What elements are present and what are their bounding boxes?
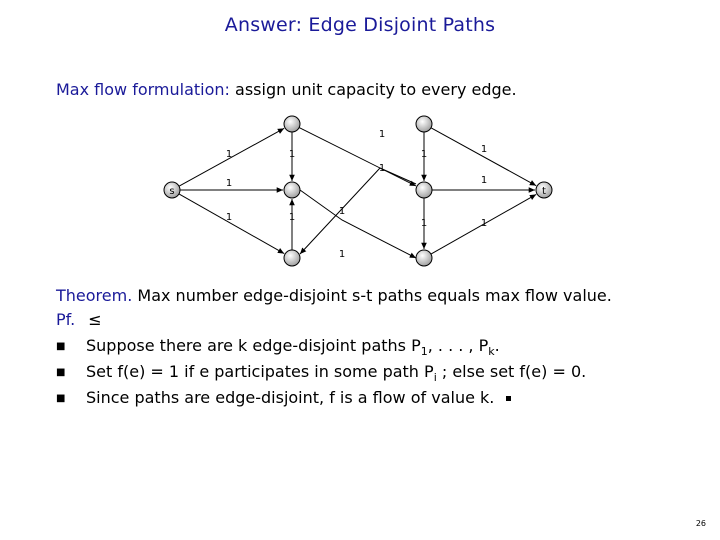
edge-u2-v3 [300,190,416,258]
bullet-icon: ■ [56,341,66,352]
page-number: 26 [695,519,706,528]
capacity-label-lower: 1 [338,249,346,260]
theorem-text: Max number edge-disjoint s-t paths equals max flow value. [137,286,612,305]
proof-step-1 [56,336,500,358]
capacity-label-u3-u2: 1 [288,212,296,223]
capacity-label-u2-v3: 1 [338,206,346,217]
capacity-label-u1-v2: 1 [378,129,386,140]
capacity-label-u1-u2: 1 [288,149,296,160]
node-label-s: s [169,186,175,197]
capacity-label-s-u2: 1 [225,178,233,189]
capacity-label-v3-t: 1 [480,218,488,229]
step1-text-b: , . . . , P [427,336,489,355]
node-u3 [284,250,300,266]
step1-sub-k: k [488,345,495,359]
pf-line [56,310,102,329]
pf-label: Pf. [56,310,76,329]
intro-lead: Max flow formulation: [56,80,230,99]
proof-step-3 [56,388,511,407]
capacity-label-v2-v3: 1 [420,218,428,229]
intro-rest: assign unit capacity to every edge. [235,80,517,99]
capacity-label-v1-v2: 1 [420,149,428,160]
step3-text: Since paths are edge-disjoint, f is a flow of value k. [86,388,495,407]
theorem-label: Theorem. [56,286,133,305]
node-v1 [416,116,432,132]
capacity-label-s-u3: 1 [225,212,233,223]
proof-step-2 [56,362,586,384]
capacity-label-v2-u3: 1 [378,163,386,174]
capacity-label-v1-t: 1 [480,144,488,155]
bullet-icon: ■ [56,367,66,378]
theorem-line [56,286,612,305]
node-v2 [416,182,432,198]
node-u2 [284,182,300,198]
bullet-icon: ■ [56,393,66,404]
capacity-label-s-u1: 1 [225,149,233,160]
step2-text-b: ; else set f(e) = 0. [436,362,587,381]
step1-sub-1: 1 [420,345,428,359]
node-label-t: t [542,186,546,197]
node-u1 [284,116,300,132]
edge-u1-v2 [299,128,416,186]
node-v3 [416,250,432,266]
capacity-label-v2-t: 1 [480,175,488,186]
slide-title: Answer: Edge Disjoint Paths [224,14,496,36]
qed-icon [506,396,511,401]
pf-symbol: ≤ [88,310,102,329]
step2-text-a: Set f(e) = 1 if e participates in some path P [86,362,434,381]
edge-v2-u3 [300,168,416,254]
step1-text-a: Suppose there are k edge-disjoint paths P [86,336,421,355]
edge-s-u3 [179,194,284,254]
step2-sub-i: i [433,371,437,385]
step1-text-c: . [494,336,500,355]
